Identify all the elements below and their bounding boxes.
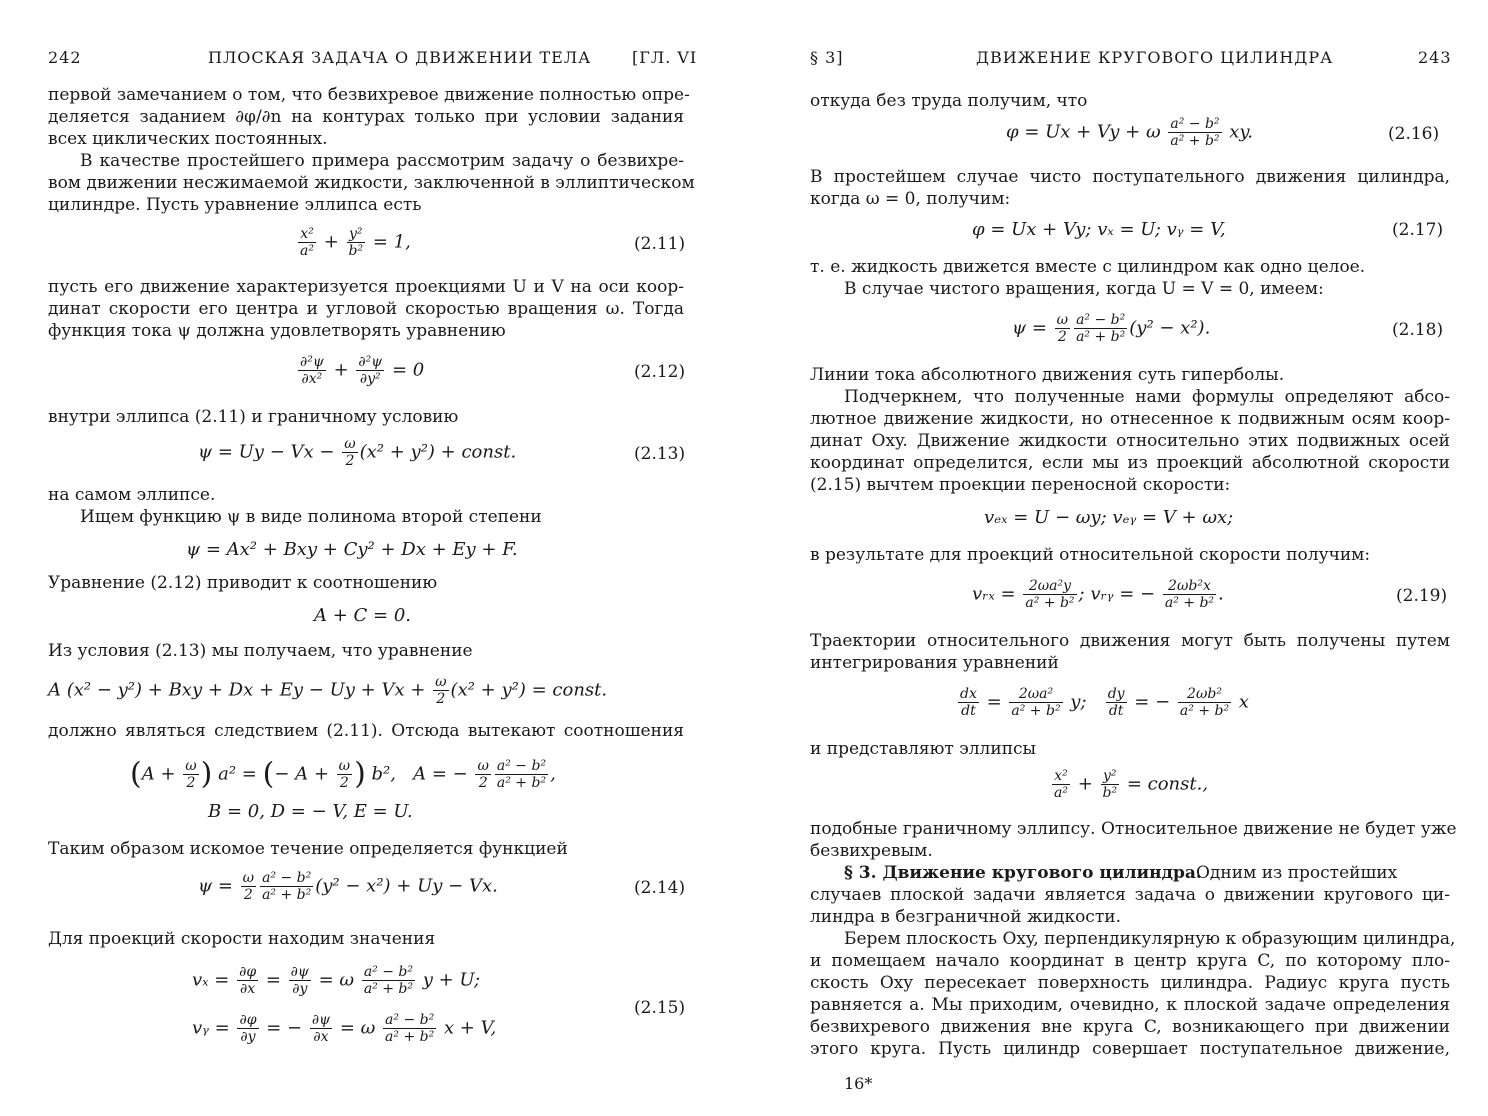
equation-label: (2.17): [1392, 220, 1444, 240]
equation-2-14: ψ = $\frac{\omega}{2}$ $\frac{\text{a² − b²}}{\text{a² + b²}}$ (y² − x²) + Uy − Vx.: [198, 870, 498, 903]
text-line: должно являться следствием (2.11). Отсюда вытекают соотношения: [48, 721, 684, 741]
text-line: Из условия (2.13) мы получаем, что уравнение: [48, 641, 473, 661]
text-line: функция тока ψ должна удовлетворять уравнению: [48, 321, 506, 341]
text-line: и представляют эллипсы: [810, 739, 1037, 759]
equation-2-17: φ = Ux + Vy; vₓ = U; vᵧ = V,: [972, 219, 1226, 240]
page-number: 243: [1418, 48, 1452, 67]
text-line: координат определится, если мы из проекций абсолютной скорости: [810, 453, 1450, 473]
equation-polynomial: ψ = Ax² + Bxy + Cy² + Dx + Ey + F.: [186, 539, 518, 560]
equation-2-13: ψ = Uy − Vx − $\frac{\omega}{2}$ (x² + y²) + const.: [198, 436, 517, 469]
text-line: линдра в безграничной жидкости.: [810, 907, 1121, 927]
equation-vx: vₓ = $\frac{\partial\varphi}{\partial x}$ = $\frac{\partial\psi}{\partial y}$ = ω $\frac{\text{a² − b²}}{\text{a² + b²}}$ y + U;: [192, 964, 481, 997]
text-line: Берем плоскость Oxy, перпендикулярную к образующим цилиндра,: [844, 929, 1456, 949]
text-line: Уравнение (2.12) приводит к соотношению: [48, 573, 438, 593]
text-line: Одним из простейших: [1196, 863, 1398, 883]
text-line: цилиндре. Пусть уравнение эллипса есть: [48, 195, 422, 215]
text-line: скость Oxy пересекает поверхность цилиндра. Радиус круга пусть: [810, 973, 1450, 993]
text-line: Ищем функцию ψ в виде полинома второй степени: [80, 507, 542, 527]
text-line: деляется заданием ∂φ/∂n на контурах только при условии задания: [48, 107, 684, 127]
text-line: всех циклических постоянных.: [48, 129, 328, 149]
equation-trajectories: $\frac{dx}{dt}$ = $\frac{\text{2ωa²}}{\text{a² + b²}}$ y; $\frac{dy}{dt}$ = − $\frac{\text{2ωb²}}{\text{a² + b²}}$ x: [960, 686, 1249, 719]
equation-relations-2: B = 0, D = − V, E = U.: [208, 801, 413, 822]
equation-label: (2.11): [634, 234, 686, 254]
text-line: этого круга. Пусть цилиндр совершает поступательное движение,: [810, 1039, 1450, 1059]
text-line: внутри эллипса (2.11) и граничному условию: [48, 407, 459, 427]
equation-label: (2.19): [1396, 586, 1448, 606]
equation-2-12: $\frac{\text{∂²ψ}}{\text{∂x²}}$ + $\frac{\text{∂²ψ}}{\text{∂y²}}$ = 0: [300, 354, 425, 387]
text-line: В случае чистого вращения, когда U = V = 0, имеем:: [844, 279, 1324, 299]
equation-label: (2.14): [634, 878, 686, 898]
text-line: Для проекций скорости находим значения: [48, 929, 436, 949]
equation-ellipses: $\frac{\text{x²}}{\text{a²}}$ + $\frac{\text{y²}}{\text{b²}}$ = const.,: [1054, 768, 1209, 801]
text-line: первой замечанием о том, что безвихревое движение полностью опре-: [48, 85, 690, 105]
equation-2-16: φ = Ux + Vy + ω $\frac{\text{a² − b²}}{\text{a² + b²}}$ xy.: [1006, 116, 1253, 149]
text-line: Линии тока абсолютного движения суть гиперболы.: [810, 365, 1285, 385]
text-line: Траектории относительного движения могут быть получены путем: [810, 631, 1450, 651]
equation-label: (2.16): [1388, 124, 1440, 144]
text-line: пусть его движение характеризуется проекциями U и V на оси коор-: [48, 277, 684, 297]
section-heading: § 3. Движение кругового цилиндра.: [844, 863, 1202, 883]
text-line: динат Oxy. Движение жидкости относительно этих подвижных осей: [810, 431, 1450, 451]
equation-vy: vᵧ = $\frac{\partial\varphi}{\partial y}$ = − $\frac{\partial\psi}{\partial x}$ = ω $\frac{\text{a² − b²}}{\text{a² + b²}}$ x + V,: [192, 1012, 497, 1045]
text-line: интегрирования уравнений: [810, 653, 1059, 673]
text-line: случаев плоской задачи является задача о движении кругового ци-: [810, 885, 1450, 905]
text-line: равняется a. Мы приходим, очевидно, к плоской задаче определения: [810, 995, 1450, 1015]
equation-2-11: $\frac{\text{x²}}{\text{a²}}$ + $\frac{\text{y²}}{\text{b²}}$ = 1,: [300, 226, 411, 259]
equation-label: (2.13): [634, 444, 686, 464]
equation-long: A (x² − y²) + Bxy + Dx + Ey − Uy + Vx + $\frac{\omega}{2}$ (x² + y²) = const.: [48, 674, 608, 707]
right-page: [744, 0, 1488, 1116]
text-line: лютное движение жидкости, но отнесенное к подвижным осям коор-: [810, 409, 1450, 429]
text-line: В качестве простейшего примера рассмотрим задачу о безвихре-: [80, 151, 684, 171]
text-line: Таким образом искомое течение определяется функцией: [48, 839, 568, 859]
equation-transport: vₑₓ = U − ωy; vₑᵧ = V + ωx;: [984, 507, 1234, 528]
running-title: ПЛОСКАЯ ЗАДАЧА О ДВИЖЕНИИ ТЕЛА: [208, 48, 592, 67]
text-line: в результате для проекций относительной скорости получим:: [810, 545, 1371, 565]
text-line: вом движении несжимаемой жидкости, заключенной в эллиптическом: [48, 173, 695, 193]
text-line: Подчеркнем, что полученные нами формулы определяют абсо-: [844, 387, 1450, 407]
equation-label: (2.12): [634, 362, 686, 382]
running-title: ДВИЖЕНИЕ КРУГОВОГО ЦИЛИНДРА: [976, 48, 1334, 67]
equation-label: (2.18): [1392, 320, 1444, 340]
text-line: на самом эллипсе.: [48, 485, 216, 505]
text-line: динат скорости его центра и угловой скоростью вращения ω. Тогда: [48, 299, 684, 319]
equation-relations: (A + $\frac{\omega}{2}$ ) a² = (− A + $\frac{\omega}{2}$ ) b², A = − $\frac{\omega}{2}$ $\frac{\text{a² − b²}}{\text{a² + b²}}$ ,: [130, 756, 556, 792]
equation-2-19: vᵣₓ = $\frac{\text{2ωa²y}}{\text{a² + b²}}$ ; vᵣᵧ = − $\frac{\text{2ωb²x}}{\text{a² + b²}}$ .: [972, 578, 1224, 611]
text-line: подобные граничному эллипсу. Относительное движение не будет уже: [810, 819, 1457, 839]
text-line: когда ω = 0, получим:: [810, 189, 1011, 209]
text-line: (2.15) вычтем проекции переносной скорости:: [810, 475, 1231, 495]
equation-2-18: ψ = $\frac{\omega}{2}$ $\frac{\text{a² − b²}}{\text{a² + b²}}$ (y² − x²).: [1012, 312, 1211, 345]
text-line: безвихревого движения вне круга C, возникающего при движении: [810, 1017, 1450, 1037]
equation-label: (2.15): [634, 998, 686, 1018]
page-number: 242: [48, 48, 82, 67]
text-line: безвихревым.: [810, 841, 933, 861]
signature-mark: 16*: [844, 1074, 873, 1093]
section-marker: § 3]: [810, 48, 844, 67]
chapter-marker: [ГЛ. VI: [632, 48, 698, 67]
text-line: откуда без труда получим, что: [810, 91, 1088, 111]
equation-ac: A + C = 0.: [314, 605, 411, 626]
text-line: т. е. жидкость движется вместе с цилиндром как одно целое.: [810, 257, 1366, 277]
text-line: В простейшем случае чисто поступательного движения цилиндра,: [810, 167, 1450, 187]
text-line: и помещаем начало координат в центр круга C, по которому пло-: [810, 951, 1450, 971]
